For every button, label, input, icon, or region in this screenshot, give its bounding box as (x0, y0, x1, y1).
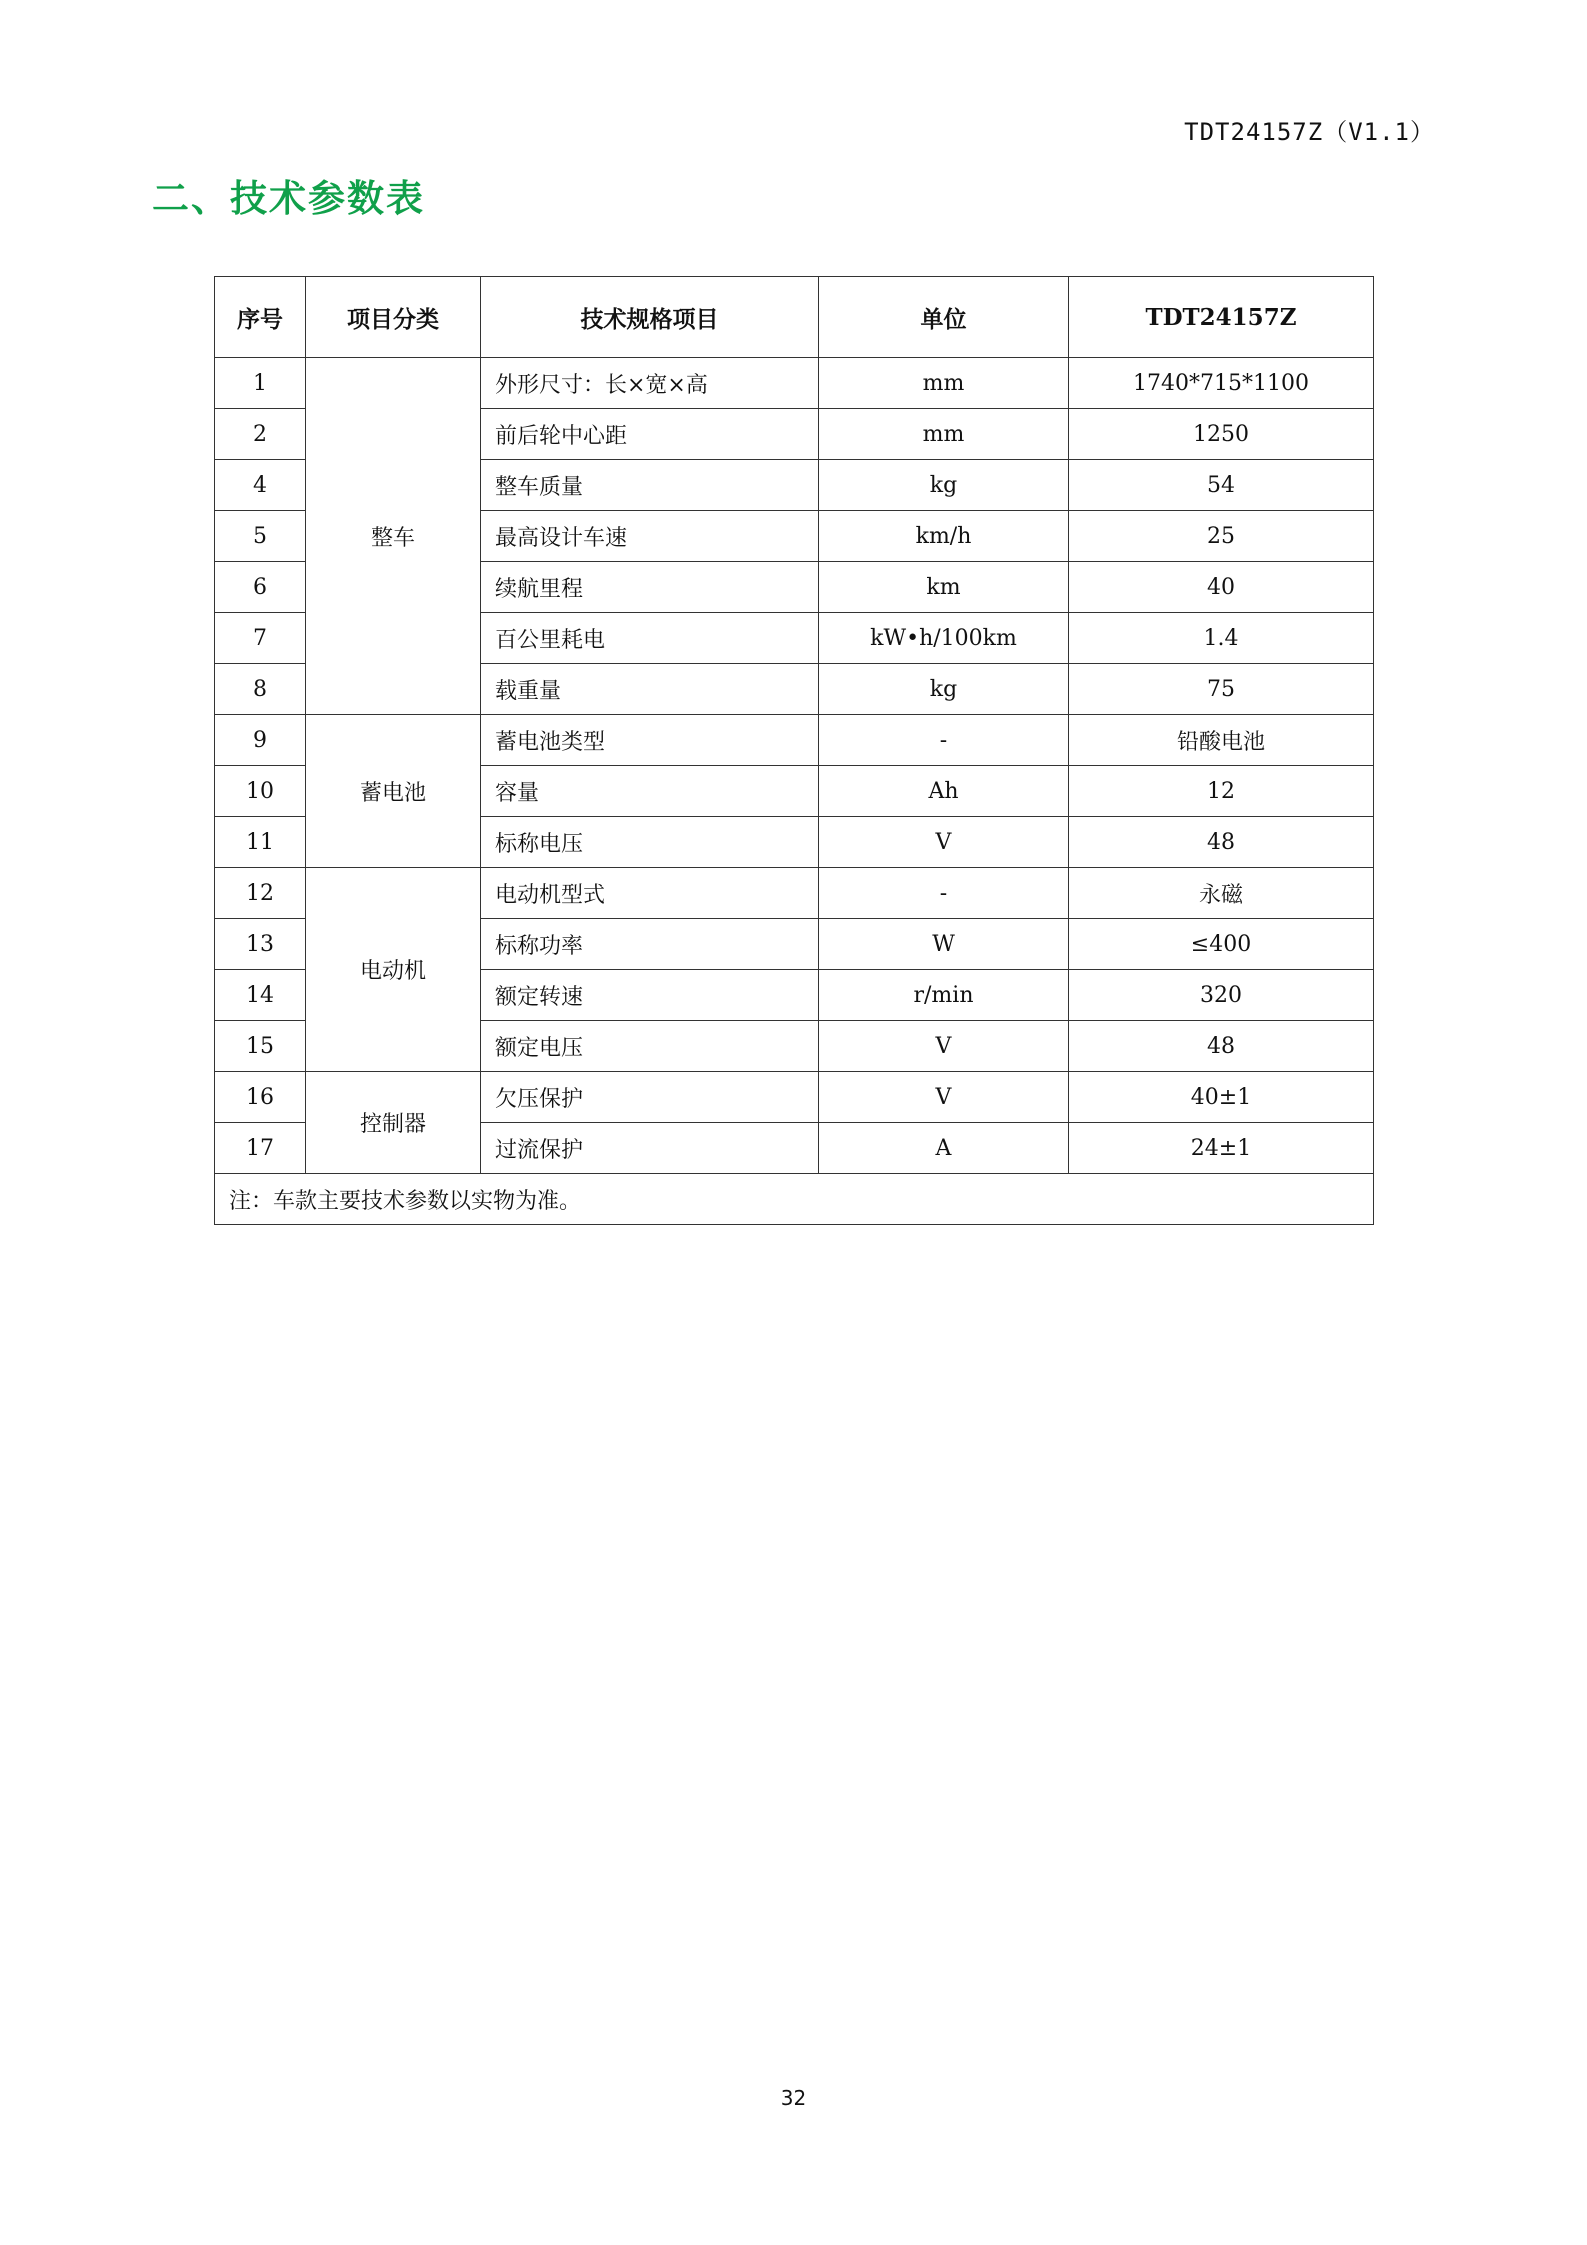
column-header-model: TDT24157Z (1069, 277, 1374, 358)
spec-item: 标称功率 (481, 919, 819, 970)
spec-value: 75 (1069, 664, 1374, 715)
spec-item: 额定电压 (481, 1021, 819, 1072)
column-header-category: 项目分类 (306, 277, 481, 358)
spec-unit: Ah (819, 766, 1069, 817)
spec-value: 48 (1069, 817, 1374, 868)
column-header-no: 序号 (215, 277, 306, 358)
row-number: 6 (215, 562, 306, 613)
table-row (215, 1072, 1374, 1123)
row-number: 11 (215, 817, 306, 868)
spec-unit: mm (819, 409, 1069, 460)
spec-value: 320 (1069, 970, 1374, 1021)
spec-value: 54 (1069, 460, 1374, 511)
row-number: 15 (215, 1021, 306, 1072)
spec-unit: kW•h/100km (819, 613, 1069, 664)
table-row (215, 868, 1374, 919)
spec-value: 24±1 (1069, 1123, 1374, 1174)
row-number: 10 (215, 766, 306, 817)
spec-unit: V (819, 1021, 1069, 1072)
row-number: 2 (215, 409, 306, 460)
row-number: 14 (215, 970, 306, 1021)
spec-value: 25 (1069, 511, 1374, 562)
spec-unit: kg (819, 664, 1069, 715)
spec-value: 永磁 (1069, 868, 1374, 919)
spec-value: 48 (1069, 1021, 1374, 1072)
row-number: 17 (215, 1123, 306, 1174)
spec-unit: - (819, 715, 1069, 766)
note-row (215, 1174, 1374, 1225)
spec-unit: km (819, 562, 1069, 613)
category-cell: 控制器 (306, 1072, 481, 1174)
spec-unit: km/h (819, 511, 1069, 562)
spec-value: ≤400 (1069, 919, 1374, 970)
spec-unit: mm (819, 358, 1069, 409)
spec-item: 容量 (481, 766, 819, 817)
table-row (215, 715, 1374, 766)
spec-item: 最高设计车速 (481, 511, 819, 562)
spec-unit: V (819, 817, 1069, 868)
category-cell: 整车 (306, 358, 481, 715)
spec-item: 蓄电池类型 (481, 715, 819, 766)
row-number: 12 (215, 868, 306, 919)
spec-item: 电动机型式 (481, 868, 819, 919)
row-number: 5 (215, 511, 306, 562)
row-number: 4 (215, 460, 306, 511)
row-number: 9 (215, 715, 306, 766)
row-number: 1 (215, 358, 306, 409)
spec-item: 过流保护 (481, 1123, 819, 1174)
spec-value: 1740*715*1100 (1069, 358, 1374, 409)
spec-value: 1.4 (1069, 613, 1374, 664)
spec-table (214, 276, 1374, 1225)
spec-item: 整车质量 (481, 460, 819, 511)
spec-item: 额定转速 (481, 970, 819, 1021)
spec-unit: V (819, 1072, 1069, 1123)
spec-value: 40±1 (1069, 1072, 1374, 1123)
spec-item: 载重量 (481, 664, 819, 715)
spec-value: 铅酸电池 (1069, 715, 1374, 766)
spec-unit: A (819, 1123, 1069, 1174)
spec-value: 1250 (1069, 409, 1374, 460)
spec-item: 续航里程 (481, 562, 819, 613)
spec-item: 前后轮中心距 (481, 409, 819, 460)
table-header-row (215, 277, 1374, 358)
table-note: 注：车款主要技术参数以实物为准。 (215, 1174, 1374, 1225)
spec-item: 外形尺寸：长×宽×高 (481, 358, 819, 409)
spec-unit: W (819, 919, 1069, 970)
row-number: 13 (215, 919, 306, 970)
column-header-item: 技术规格项目 (481, 277, 819, 358)
spec-item: 欠压保护 (481, 1072, 819, 1123)
table-row (215, 358, 1374, 409)
spec-unit: - (819, 868, 1069, 919)
row-number: 7 (215, 613, 306, 664)
document-code: TDT24157Z（V1.1） (1184, 118, 1435, 146)
column-header-unit: 单位 (819, 277, 1069, 358)
spec-value: 12 (1069, 766, 1374, 817)
spec-item: 百公里耗电 (481, 613, 819, 664)
spec-item: 标称电压 (481, 817, 819, 868)
spec-unit: r/min (819, 970, 1069, 1021)
spec-unit: kg (819, 460, 1069, 511)
category-cell: 蓄电池 (306, 715, 481, 868)
row-number: 16 (215, 1072, 306, 1123)
section-title: 二、技术参数表 (152, 177, 425, 220)
spec-value: 40 (1069, 562, 1374, 613)
page-number: 32 (780, 2086, 807, 2110)
row-number: 8 (215, 664, 306, 715)
category-cell: 电动机 (306, 868, 481, 1072)
